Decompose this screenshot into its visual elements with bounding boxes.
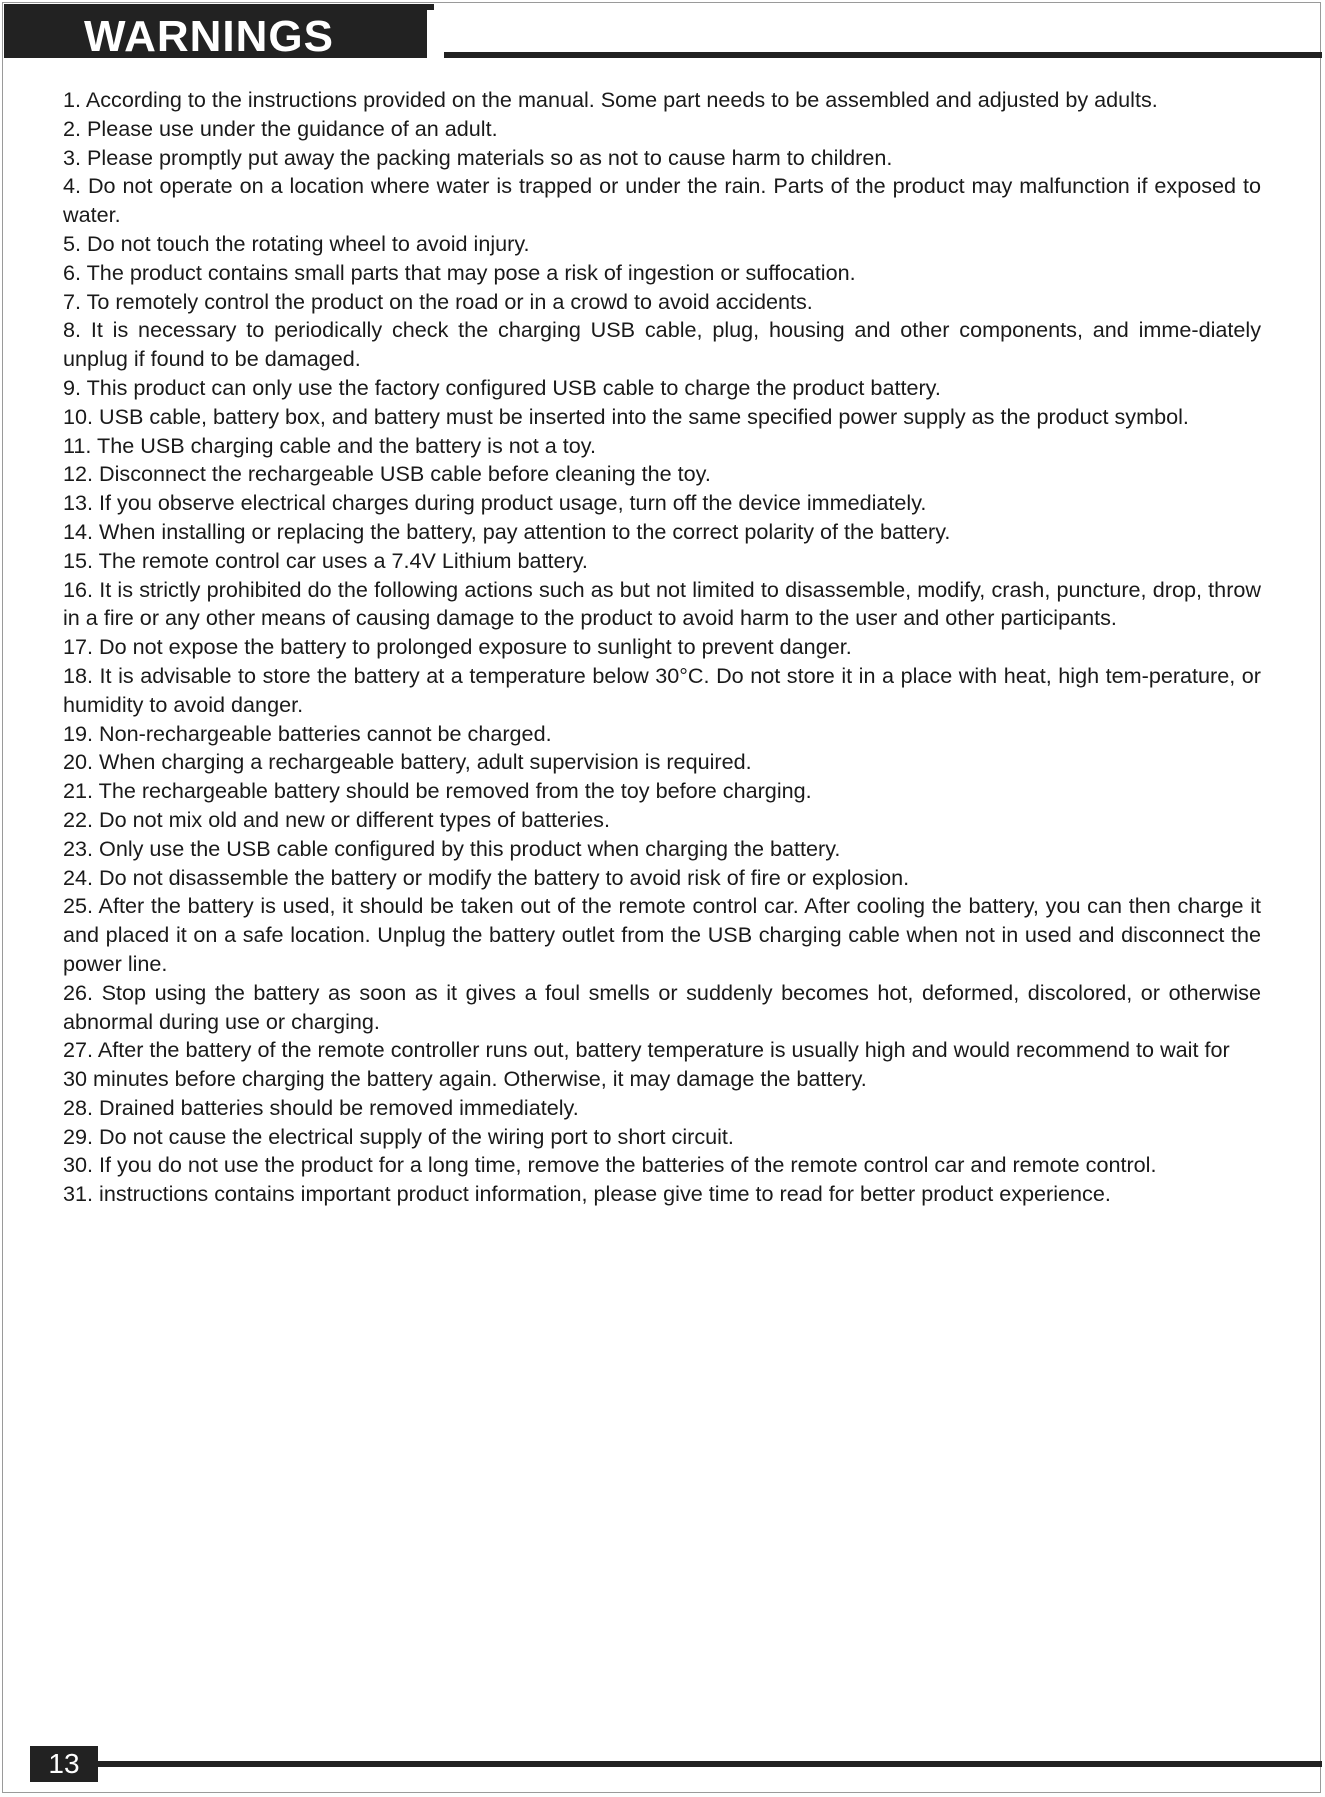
page-number-box [30,1746,98,1782]
warnings-list [63,86,1261,1209]
warning-item: 17. Do not expose the battery to prolonged exposure to sunlight to prevent danger. [63,634,852,660]
warning-item: 23. Only use the USB cable configured by this product when charging the battery. [63,835,841,861]
warning-item: 5. Do not touch the rotating wheel to avoid injury. [63,230,530,256]
warning-item: 20. When charging a rechargeable battery, adult supervision is required. [63,749,752,775]
warning-item: 21. The rechargeable battery should be removed from the toy before charging. [63,778,812,804]
warning-item: 31. instructions contains important product information, please give time to read for better product experience. [63,1181,1111,1207]
warning-item: 22. Do not mix old and new or different types of batteries. [63,806,610,832]
header-banner [4,4,434,61]
warning-item: 16. It is strictly prohibited do the following actions such as but not limited to disassemble, modify, crash, puncture, drop, throw in a fire or any other means of causing damage to the product to avoid harm to the user and other participants. [63,576,1261,631]
warning-item: 13. If you observe electrical charges during product usage, turn off the device immediately. [63,490,927,516]
warning-item: 29. Do not cause the electrical supply of the wiring port to short circuit. [63,1123,734,1149]
warning-item: 4. Do not operate on a location where water is trapped or under the rain. Parts of the product may malfunction if exposed to water. [63,173,1261,228]
page-title: WARNINGS [84,12,334,61]
warning-item: 9. This product can only use the factory configured USB cable to charge the product battery. [63,374,941,400]
header-divider [427,10,434,60]
header-rule [444,52,1322,58]
warning-item: 15. The remote control car uses a 7.4V Lithium battery. [63,547,588,573]
warning-item: 10. USB cable, battery box, and battery must be inserted into the same specified power supply as the product symbol. [63,403,1189,429]
warning-item: 18. It is advisable to store the battery at a temperature below 30°C. Do not store it in a place with heat, high tem-perature, or humidity to avoid danger. [63,662,1261,717]
warning-item: 11. The USB charging cable and the battery is not a toy. [63,432,596,458]
warning-item: 30 minutes before charging the battery again. Otherwise, it may damage the battery. [63,1066,867,1092]
warning-item: 3. Please promptly put away the packing materials so as not to cause harm to children. [63,144,893,170]
warning-item: 19. Non-rechargeable batteries cannot be charged. [63,720,552,746]
warning-item: 14. When installing or replacing the battery, pay attention to the correct polarity of the battery. [63,518,951,544]
warning-item: 25. After the battery is used, it should be taken out of the remote control car. After cooling the battery, you can then charge it and placed it on a safe location. Unplug the battery outlet from the USB charging cable when not in used and disconnect the power line. [63,893,1261,976]
warning-item: 2. Please use under the guidance of an adult. [63,115,498,141]
warning-item: 12. Disconnect the rechargeable USB cable before cleaning the toy. [63,461,711,487]
warning-item: 7. To remotely control the product on the road or in a crowd to avoid accidents. [63,288,813,314]
warning-item: 30. If you do not use the product for a long time, remove the batteries of the remote control car and remote control. [63,1152,1157,1178]
footer-rule [98,1761,1322,1767]
warning-item: 24. Do not disassemble the battery or modify the battery to avoid risk of fire or explosion. [63,864,910,890]
warning-item: 28. Drained batteries should be removed immediately. [63,1094,579,1120]
page-number: 13 [48,1748,80,1779]
warning-item: 8. It is necessary to periodically check the charging USB cable, plug, housing and other components, and imme-diately unplug if found to be damaged. [63,317,1261,372]
warning-item: 6. The product contains small parts that may pose a risk of ingestion or suffocation. [63,259,856,285]
warning-item: 1. According to the instructions provided on the manual. Some part needs to be assembled and adjusted by adults. [63,87,1158,112]
warning-item: 26. Stop using the battery as soon as it gives a foul smells or suddenly becomes hot, deformed, discolored, or otherwise abnormal during use or charging. [63,979,1261,1034]
warning-item: 27. After the battery of the remote controller runs out, battery temperature is usually high and would recommend to wait for [63,1037,1230,1063]
